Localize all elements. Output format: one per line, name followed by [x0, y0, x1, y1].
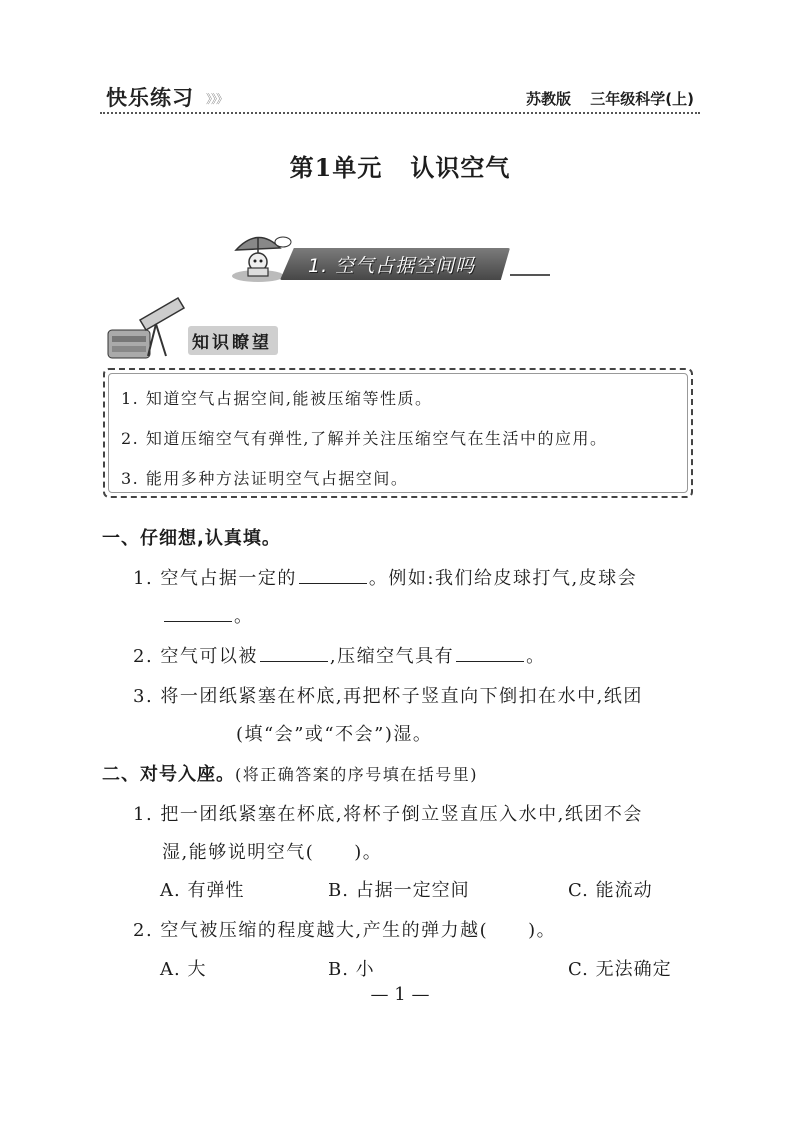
goal-item: 2. 知道压缩空气有弹性,了解并关注压缩空气在生活中的应用。: [121, 429, 608, 448]
brand-title: 快乐练习: [106, 86, 194, 110]
page-number: — 1 —: [370, 984, 430, 1005]
banner-underline: [510, 274, 550, 276]
unit-name: 认识空气: [410, 153, 511, 182]
section-note: (将正确答案的序号填在括号里): [235, 765, 478, 784]
goals-box: [103, 368, 693, 498]
question-2-2: 2. 空气被压缩的程度越大,产生的弹力越( )。: [133, 920, 557, 941]
knowledge-title: 知识瞭望: [188, 326, 278, 355]
unit-number: 第1单元: [289, 153, 383, 182]
unit-title: [0, 148, 800, 183]
lesson-banner: [228, 228, 560, 284]
section-heading-2: 二、对号入座。(将正确答案的序号填在括号里): [102, 764, 478, 785]
option-c: C. 无法确定: [568, 959, 672, 980]
option-a: A. 大: [160, 959, 207, 980]
grade-label: 三年级科学(上): [590, 90, 694, 108]
option-b: B. 小: [328, 959, 375, 980]
header-info: [512, 88, 694, 109]
question-1-3-cont: (填“会”或“不会”)湿。: [236, 724, 433, 745]
telescope-icon: [100, 290, 190, 365]
option-c: C. 能流动: [568, 880, 653, 901]
option-a: A. 有弹性: [160, 880, 245, 901]
question-2-1: 1. 把一团纸紧塞在杯底,将杯子倒立竖直压入水中,纸团不会: [133, 804, 643, 825]
answer-blank[interactable]: [260, 660, 328, 662]
answer-blank[interactable]: [456, 660, 524, 662]
question-1-3: 3. 将一团纸紧塞在杯底,再把杯子竖直向下倒扣在水中,纸团: [133, 686, 643, 707]
goal-item: 1. 知道空气占据空间,能被压缩等性质。: [121, 389, 433, 408]
answer-blank[interactable]: [299, 582, 367, 584]
answer-blank[interactable]: [164, 620, 232, 622]
question-1-1: 1. 空气占据一定的 。例如:我们给皮球打气,皮球会: [133, 568, 638, 589]
knowledge-header: [100, 290, 300, 365]
section-heading-1: 一、仔细想,认真填。: [102, 528, 281, 549]
chevron-decoration: 》》》: [206, 92, 228, 106]
edition-label: 苏教版: [526, 90, 572, 108]
page-header: [100, 82, 700, 114]
question-1-2: 2. 空气可以被 ,压缩空气具有 。: [133, 646, 546, 667]
option-b: B. 占据一定空间: [328, 880, 470, 901]
question-2-1-cont: 湿,能够说明空气( )。: [162, 842, 383, 863]
question-1-1-cont: 。: [162, 602, 254, 628]
goal-item: 3. 能用多种方法证明空气占据空间。: [121, 469, 409, 488]
lesson-title: 1. 空气占据空间吗: [308, 255, 476, 277]
